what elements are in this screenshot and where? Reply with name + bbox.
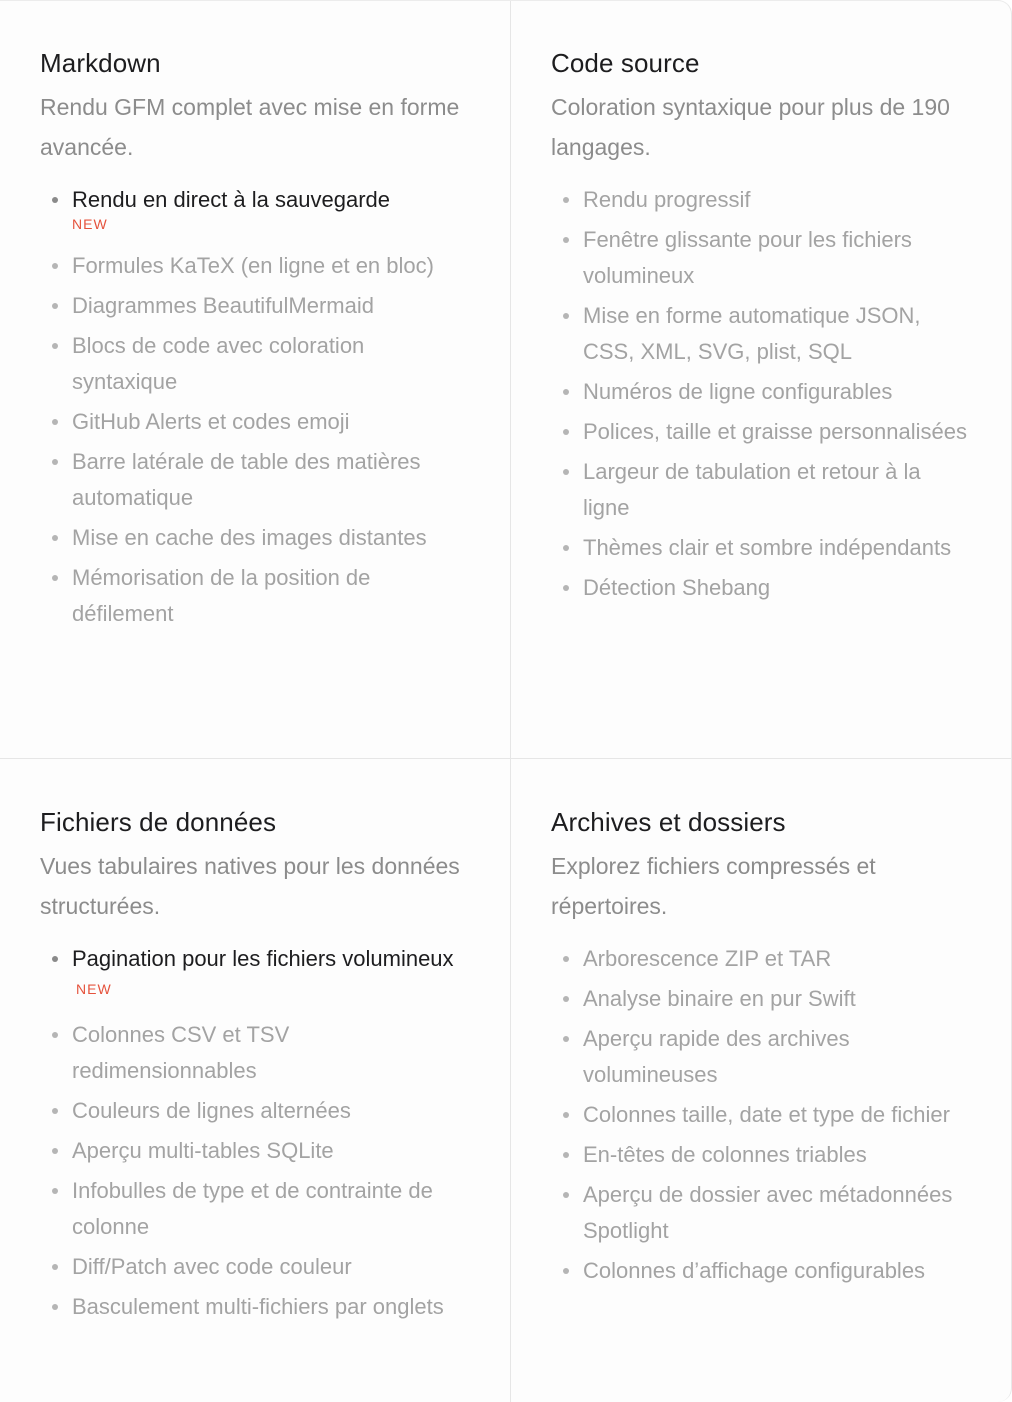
bullet-icon xyxy=(52,1032,58,1038)
bullet-icon xyxy=(52,419,58,425)
feature-label: GitHub Alerts et codes emoji xyxy=(72,409,350,434)
feature-item xyxy=(40,1017,460,1089)
feature-label: Colonnes CSV et TSV redimensionnables xyxy=(72,1022,290,1083)
feature-item xyxy=(40,941,460,1013)
feature-item xyxy=(551,454,971,526)
card-title: Fichiers de données xyxy=(40,807,277,837)
feature-list xyxy=(40,941,460,1325)
feature-label: Mémorisation de la position de défilement xyxy=(72,565,371,626)
card-description: Rendu GFM complet avec mise en forme avancée. xyxy=(40,94,460,160)
feature-item xyxy=(40,1289,460,1325)
card-title: Code source xyxy=(551,48,700,78)
feature-list xyxy=(551,941,971,1289)
feature-item xyxy=(551,530,971,566)
feature-item xyxy=(40,1249,460,1285)
feature-list xyxy=(40,182,460,632)
bullet-icon xyxy=(563,996,569,1002)
feature-item xyxy=(551,941,971,977)
feature-label: En-têtes de colonnes triables xyxy=(583,1142,867,1167)
feature-label: Numéros de ligne configurables xyxy=(583,379,893,404)
feature-label: Diff/Patch avec code couleur xyxy=(72,1254,352,1279)
bullet-icon xyxy=(563,1192,569,1198)
feature-item xyxy=(40,182,460,236)
feature-label: Pagination pour les fichiers volumineux xyxy=(72,946,454,971)
feature-label: Arborescence ZIP et TAR xyxy=(583,946,832,971)
feature-label: Basculement multi-fichiers par onglets xyxy=(72,1294,444,1319)
feature-label: Aperçu multi-tables SQLite xyxy=(72,1138,334,1163)
feature-item xyxy=(40,560,460,632)
feature-item xyxy=(551,298,971,370)
card-title: Archives et dossiers xyxy=(551,807,786,837)
bullet-icon xyxy=(563,1268,569,1274)
bullet-icon xyxy=(52,1304,58,1310)
bullet-icon xyxy=(52,535,58,541)
feature-item xyxy=(551,182,971,218)
bullet-icon xyxy=(563,389,569,395)
bullet-icon xyxy=(563,1152,569,1158)
feature-card-code-source xyxy=(510,1,1012,758)
bullet-icon xyxy=(52,263,58,269)
bullet-icon xyxy=(563,469,569,475)
feature-label: Aperçu rapide des archives volumineuses xyxy=(583,1026,850,1087)
bullet-icon xyxy=(52,197,58,203)
bullet-icon xyxy=(563,585,569,591)
bullet-icon xyxy=(563,197,569,203)
feature-card-archives-folders xyxy=(510,758,1012,1402)
bullet-icon xyxy=(52,575,58,581)
bullet-icon xyxy=(52,343,58,349)
feature-card-data-files xyxy=(0,758,510,1402)
bullet-icon xyxy=(563,313,569,319)
feature-label: Blocs de code avec coloration syntaxique xyxy=(72,333,365,394)
feature-item xyxy=(551,1137,971,1173)
feature-item xyxy=(40,444,460,516)
feature-item xyxy=(551,374,971,410)
feature-item xyxy=(40,288,460,324)
feature-label: Colonnes taille, date et type de fichier xyxy=(583,1102,950,1127)
bullet-icon xyxy=(563,1036,569,1042)
feature-label: Analyse binaire en pur Swift xyxy=(583,986,856,1011)
feature-label: Mise en forme automatique JSON, CSS, XML, SVG, plist, SQL xyxy=(583,303,921,364)
feature-label: Rendu progressif xyxy=(583,187,751,212)
feature-item xyxy=(40,1093,460,1129)
new-badge: NEW xyxy=(72,216,108,232)
bullet-icon xyxy=(52,1148,58,1154)
bullet-icon xyxy=(52,1188,58,1194)
feature-item xyxy=(551,1177,971,1249)
feature-label: Rendu en direct à la sauvegarde xyxy=(72,187,390,212)
card-description: Vues tabulaires natives pour les données structurées. xyxy=(40,853,460,919)
bullet-icon xyxy=(563,237,569,243)
feature-item xyxy=(551,1097,971,1133)
feature-item xyxy=(551,222,971,294)
feature-item xyxy=(40,520,460,556)
feature-item xyxy=(551,1253,971,1289)
feature-list xyxy=(551,182,971,606)
card-description: Explorez fichiers compressés et répertoires. xyxy=(551,853,876,919)
feature-label: Fenêtre glissante pour les fichiers volumineux xyxy=(583,227,912,288)
new-badge: NEW xyxy=(76,980,112,997)
feature-item xyxy=(40,404,460,440)
feature-label: Mise en cache des images distantes xyxy=(72,525,427,550)
feature-label: Infobulles de type et de contrainte de colonne xyxy=(72,1178,433,1239)
card-description: Coloration syntaxique pour plus de 190 langages. xyxy=(551,94,950,160)
feature-card-markdown xyxy=(0,1,510,758)
bullet-icon xyxy=(563,429,569,435)
bullet-icon xyxy=(52,956,58,962)
feature-item xyxy=(551,414,971,450)
feature-label: Thèmes clair et sombre indépendants xyxy=(583,535,952,560)
bullet-icon xyxy=(563,1112,569,1118)
bullet-icon xyxy=(563,545,569,551)
feature-label: Polices, taille et graisse personnalisées xyxy=(583,419,967,444)
bullet-icon xyxy=(52,1264,58,1270)
feature-label: Formules KaTeX (en ligne et en bloc) xyxy=(72,253,434,278)
feature-label: Couleurs de lignes alternées xyxy=(72,1098,351,1123)
feature-item xyxy=(40,1173,460,1245)
feature-label: Diagrammes BeautifulMermaid xyxy=(72,293,374,318)
feature-label: Colonnes d’affichage configurables xyxy=(583,1258,926,1283)
feature-label: Largeur de tabulation et retour à la ligne xyxy=(583,459,921,520)
card-title: Markdown xyxy=(40,48,161,78)
feature-label: Barre latérale de table des matières automatique xyxy=(72,449,421,510)
feature-label: Détection Shebang xyxy=(583,575,771,600)
bullet-icon xyxy=(52,303,58,309)
feature-item xyxy=(40,248,460,284)
feature-item xyxy=(551,1021,971,1093)
feature-item xyxy=(40,1133,460,1169)
feature-item xyxy=(551,570,971,606)
bullet-icon xyxy=(563,956,569,962)
feature-label: Aperçu de dossier avec métadonnées Spotlight xyxy=(583,1182,953,1243)
bullet-icon xyxy=(52,1108,58,1114)
feature-item xyxy=(40,328,460,400)
feature-item xyxy=(551,981,971,1017)
bullet-icon xyxy=(52,459,58,465)
